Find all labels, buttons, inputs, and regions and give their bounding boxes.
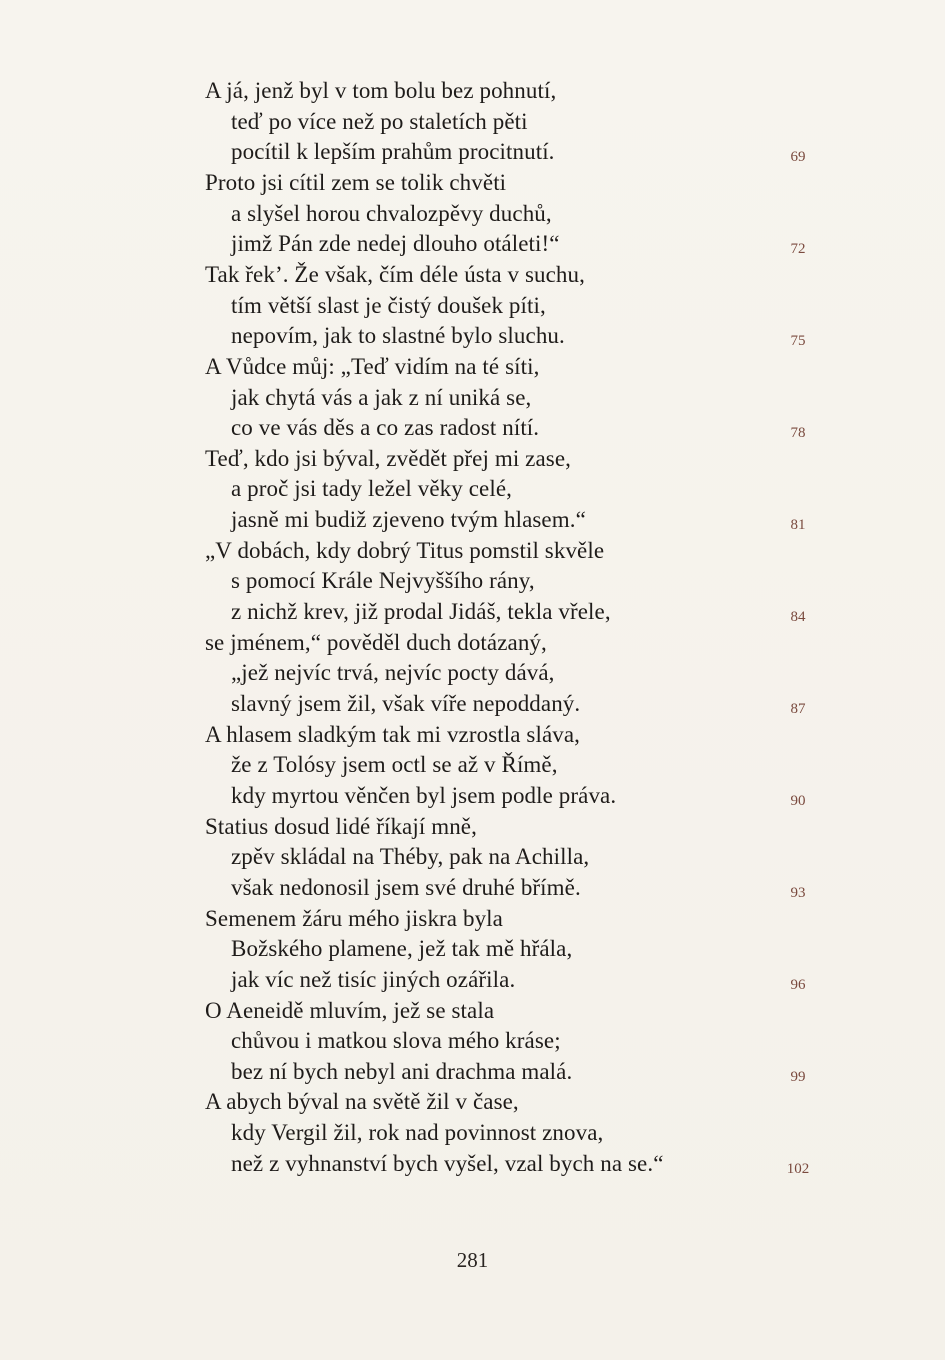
page-number: 281 [456,1248,489,1272]
verse-line: však nedonosil jsem své druhé břímě. [231,874,581,900]
verse-line: O Aeneidě mluvím, jež se stala [205,997,495,1023]
verse-line: a slyšel horou chvalozpěvy duchů, [231,200,552,226]
line-number: 72 [790,241,806,258]
verse-line: se jménem,“ pověděl duch dotázaný, [205,629,547,655]
verse-line: než z vyhnanství bych vyšel, vzal bych na se.“ [231,1150,664,1176]
verse-line: teď po více než po staletích pěti [231,108,528,134]
verse-line: zpěv skládal na Théby, pak na Achilla, [231,844,590,870]
line-number: 96 [790,976,806,993]
line-number: 81 [790,517,806,534]
verse-line: Semenem žáru mého jiskra byla [205,905,503,931]
line-number: 90 [790,792,806,809]
verse-line: z nichž krev, již prodal Jidáš, tekla vřele, [231,599,611,625]
verse-line: jak víc než tisíc jiných ozářila. [231,966,516,992]
verse-line: že z Tolósy jsem octl se až v Římě, [231,752,558,778]
verse-line: A hlasem sladkým tak mi vzrostla sláva, [205,721,581,747]
verse-line: Tak řek’. Že však, čím déle ústa v suchu, [205,261,585,287]
verse-line: jimž Pán zde nedej dlouho otáleti!“ [231,231,560,257]
verse-line: A Vůdce můj: „Teď vidím na té síti, [205,353,540,379]
line-number: 99 [790,1068,806,1085]
line-number: 93 [790,884,806,901]
verse-line: A abych býval na světě žil v čase, [205,1089,519,1115]
verse-line: bez ní bych nebyl ani drachma malá. [231,1058,573,1084]
verse-line: pocítil k lepším prahům procitnutí. [231,139,555,165]
verse-line: kdy Vergil žil, rok nad povinnost znova, [231,1120,604,1146]
verse-line: jak chytá vás a jak z ní uniká se, [231,384,532,410]
verse-line: Statius dosud lidé říkají mně, [205,813,477,839]
verse-line: kdy myrtou věnčen byl jsem podle práva. [231,782,617,808]
verse-line: A já, jenž byl v tom bolu bez pohnutí, [205,78,557,103]
verse-line: chůvou i matkou slova mého kráse; [231,1028,561,1054]
verse-line: s pomocí Krále Nejvyššího rány, [231,568,535,594]
line-number: 69 [790,149,806,166]
verse-line: jasně mi budiž zjeveno tvým hlasem.“ [231,507,586,533]
line-number: 84 [790,609,806,626]
line-number: 102 [786,1160,810,1177]
verse-line: tím větší slast je čistý doušek píti, [231,292,546,318]
verse-line: slavný jsem žil, však víře nepoddaný. [231,691,581,716]
verse-line: Božského plamene, jež tak mě hřála, [231,936,573,962]
verse-line: „jež nejvíc trvá, nejvíc pocty dává, [231,660,555,686]
verse-line: Teď, kdo jsi býval, zvědět přej mi zase, [205,445,571,471]
line-number: 75 [790,333,806,350]
verse-line: a proč jsi tady ležel věky celé, [231,476,512,502]
verse-line: co ve vás děs a co zas radost nítí. [231,415,540,441]
line-number: 78 [790,425,806,442]
line-number: 87 [790,701,806,717]
verse-line: „V dobách, kdy dobrý Titus pomstil skvěle [205,537,605,563]
verse-line: Proto jsi cítil zem se tolik chvěti [205,169,507,195]
verse-line: nepovím, jak to slastné bylo sluchu. [231,323,565,349]
